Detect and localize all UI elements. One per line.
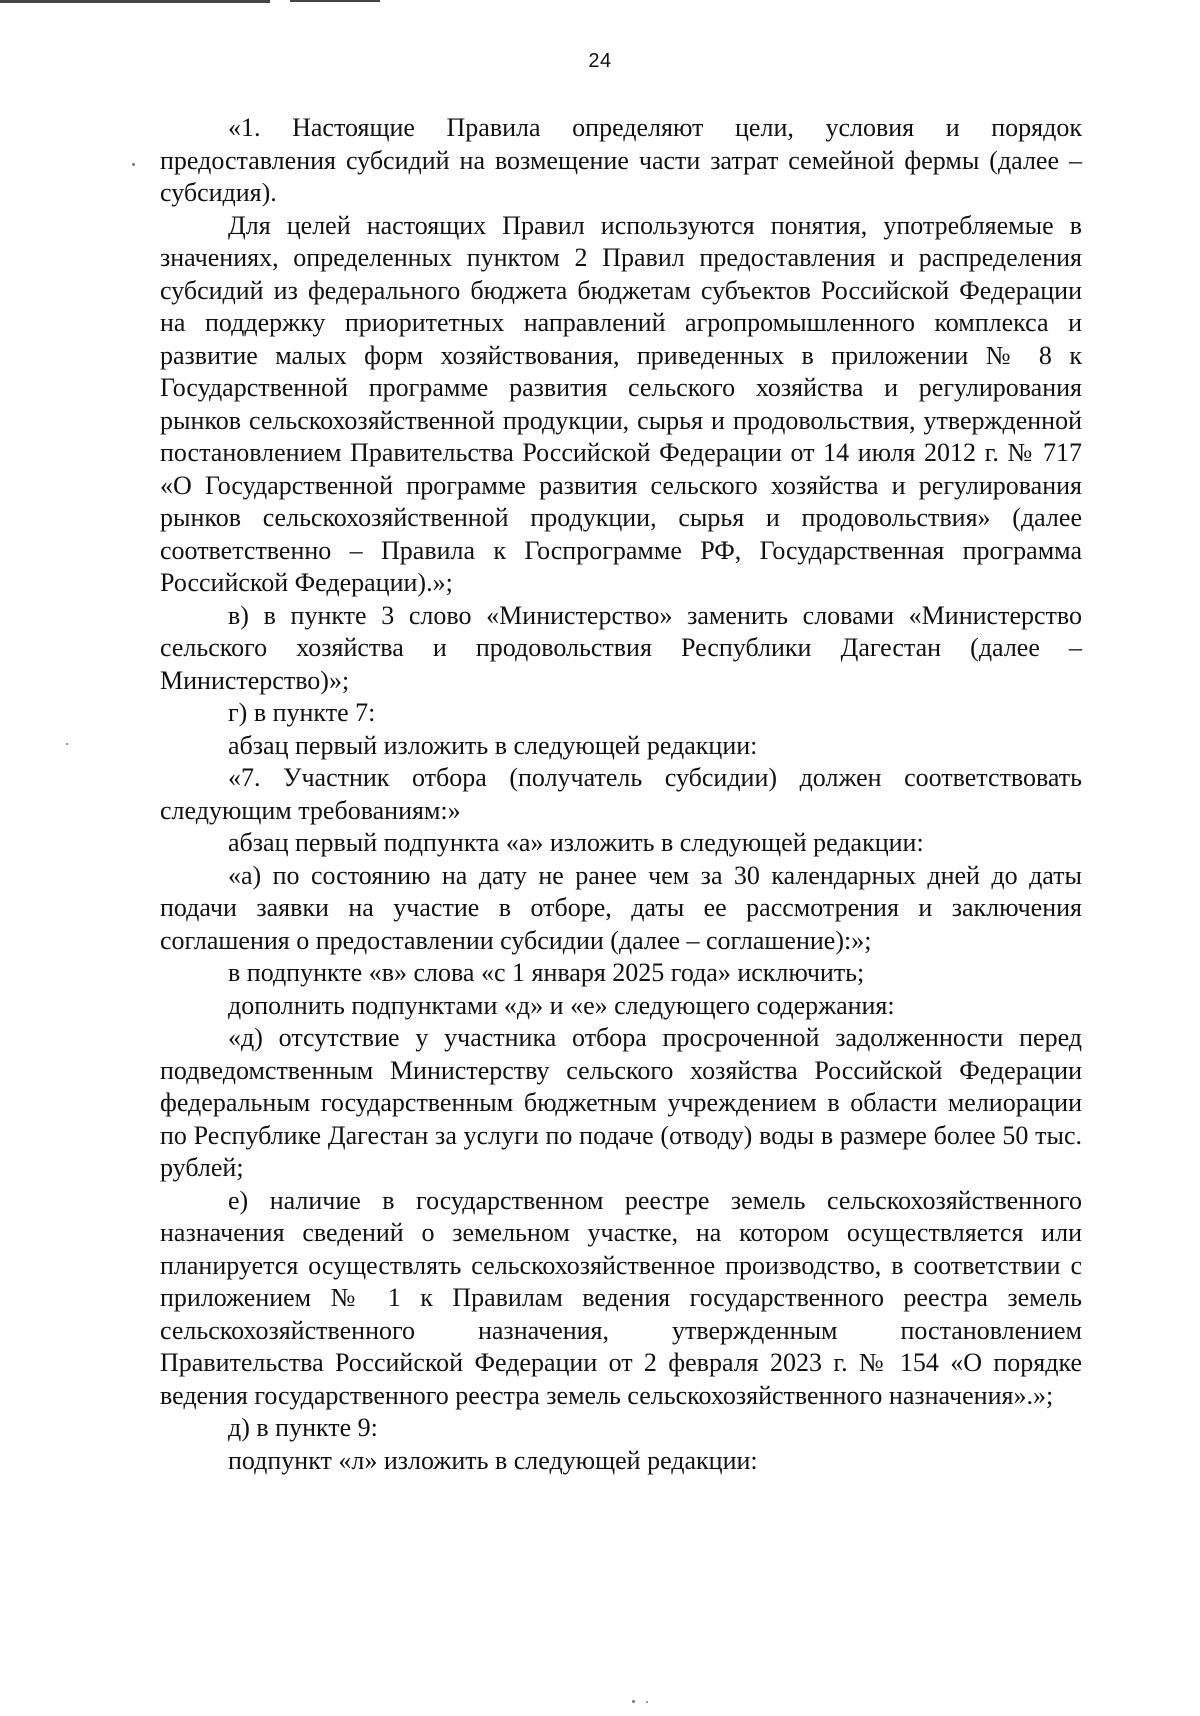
scan-speck [646, 1701, 648, 1703]
paragraph: «1. Настоящие Правила определяют цели, условия и порядок предоставления субсидий на возмещение части затрат семейной фермы (далее – субсидия). [160, 113, 1082, 207]
paragraph: подпункт «л» изложить в следующей редакции: [228, 1445, 758, 1475]
paragraph: в) в пункте 3 слово «Министерство» заменить словами «Министерство сельского хозяйства и продовольствия Республики Дагестан (далее – Министерство)»; [160, 600, 1082, 695]
paragraph: дополнить подпунктами «д» и «е» следующего содержания: [228, 990, 895, 1020]
paragraph: д) в пункте 9: [228, 1413, 378, 1442]
paragraph: е) наличие в государственном реестре земель сельскохозяйственного назначения сведений о земельном участке, на котором осуществляется или планируется осуществлять сельскохозяйственное производство, в соответствии с приложением № 1 к Правилам ведения государственного реестра земель сельскохозяйственного назначения, утвержденным постановлением Правительства Российской Федерации от 2 февраля 2023 г. № 154 «О порядке ведения государственного реестра земель сельскохозяйственного назначения».»; [160, 1185, 1082, 1410]
scan-edge-mark [0, 0, 270, 3]
paragraph: Для целей настоящих Правил используются понятия, употребляемые в значениях, определенных пунктом 2 Правил предоставления и распределения субсидий из федерального бюджета бюджетам субъектов Российской Федерации на поддержку приоритетных направлений агропромышленного комплекса и развитие малых форм хозяйствования, приведенных в приложении № 8 к Государственной программе развития сельского хозяйства и регулирования рынков сельскохозяйственной продукции, сырья и продовольствия, утвержденной постановлением Правительства Российской Федерации от 14 июля 2012 г. № 717 «О Государственной программе развития сельского хозяйства и регулирования рынков сельскохозяйственной продукции, сырья и продовольствия» (далее соответственно – Правила к Госпрограмме РФ, Государственная программа Российской Федерации).»; [160, 210, 1082, 597]
paragraph: г) в пункте 7: [228, 698, 376, 727]
paragraph: «7. Участник отбора (получатель субсидии) должен соответствовать следующим требованиям:» [160, 763, 1082, 825]
paragraph: абзац первый подпункта «а» изложить в следующей редакции: [228, 828, 924, 857]
scan-speck [132, 163, 135, 166]
paragraph: «а) по состоянию на дату не ранее чем за 30 календарных дней до даты подачи заявки на участие в отборе, даты ее рассмотрения и заключения соглашения о предоставлении субсидии (далее – соглашение):»; [160, 860, 1082, 955]
scan-edge-mark [290, 0, 380, 2]
scan-speck [632, 1700, 635, 1703]
scan-speck [66, 743, 68, 745]
paragraph: «д) отсутствие у участника отбора просроченной задолженности перед подведомственным Министерству сельского хозяйства Российской Федерации федеральным государственным бюджетным учреждением в области мелиорации по Республике Дагестан за услуги по подаче (отводу) воды в размере более 50 тыс. рублей; [160, 1023, 1082, 1182]
paragraph: абзац первый изложить в следующей редакции: [228, 730, 758, 760]
paragraph: в подпункте «в» слова «с 1 января 2025 года» исключить; [228, 958, 865, 987]
page-number: 24 [588, 50, 612, 72]
document-body [160, 112, 1082, 1477]
